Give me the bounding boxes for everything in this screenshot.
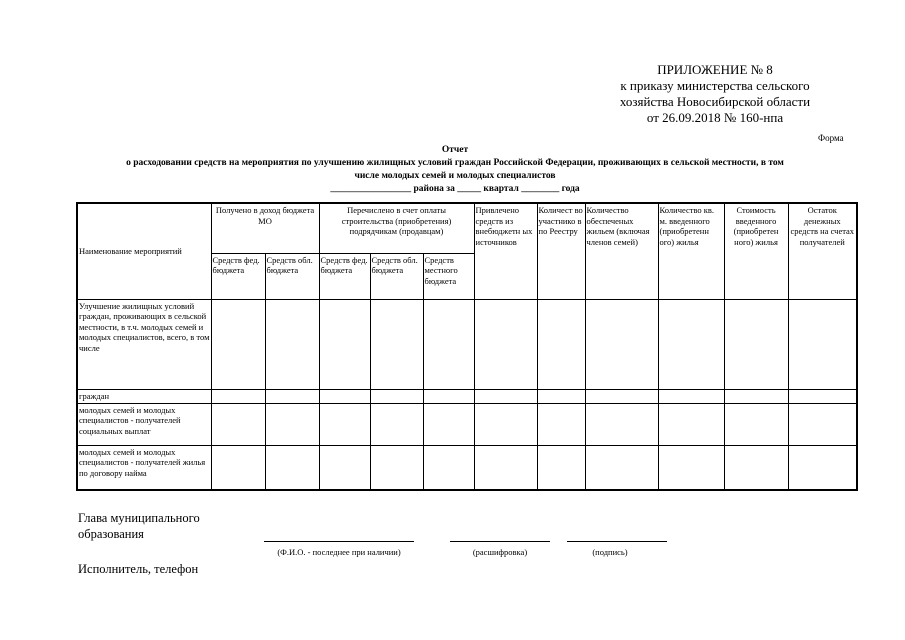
row-label: Улучшение жилищных условий граждан, проживающих в сельской местности, в т.ч. молодых семей и молодых специалистов, всего, в том числе bbox=[77, 299, 211, 389]
appendix-title: ПРИЛОЖЕНИЕ № 8 bbox=[657, 62, 773, 77]
header-sqm: Количество кв. м. введенного (приобретенн ого) жилья bbox=[658, 203, 724, 299]
title-line: _________________ района за _____ квартал ________ года bbox=[330, 184, 580, 194]
header-name: Наименование мероприятий bbox=[77, 203, 211, 299]
table-row bbox=[77, 299, 857, 389]
header-obl1: Средств обл. бюджета bbox=[265, 253, 319, 299]
header-extra: Привлечено средств из внебюджетн ых источников bbox=[474, 203, 537, 299]
title-line: Отчет bbox=[441, 145, 469, 155]
appendix-block bbox=[590, 62, 840, 126]
appendix-line: от 26.09.2018 № 160-нпа bbox=[646, 110, 784, 125]
head-line: Глава муниципального bbox=[78, 511, 200, 525]
header-fed2: Средств фед. бюджета bbox=[319, 253, 370, 299]
fio-caption: (Ф.И.О. - последнее при наличии) bbox=[277, 547, 401, 557]
header-obl2: Средств обл. бюджета bbox=[370, 253, 423, 299]
report-table bbox=[76, 202, 858, 491]
header-fed1: Средств фед. бюджета bbox=[211, 253, 265, 299]
header-provided: Количество обеспеченых жильем (включая членов семей) bbox=[585, 203, 658, 299]
header-paid-group: Перечислено в счет оплаты строительства (приобретения) подрядчикам (продавцам) bbox=[319, 203, 474, 253]
header-cost: Стоимость введенного (приобретен ного) жилья bbox=[724, 203, 788, 299]
decode-caption: (расшифровка) bbox=[472, 547, 528, 557]
row-label: молодых семей и молодых специалистов - получателей жилья по договору найма bbox=[77, 445, 211, 490]
signature-caption: (подпись) bbox=[592, 547, 628, 557]
header-count: Количест во участнико в по Реестру bbox=[537, 203, 585, 299]
header-mo-group: Получено в доход бюджета МО bbox=[211, 203, 319, 253]
report-title bbox=[40, 144, 870, 196]
title-line: числе молодых семей и молодых специалистов bbox=[354, 171, 556, 181]
title-line: о расходовании средств на мероприятия по улучшению жилищных условий граждан Российской Федерации, проживающих в сельской местности, в том bbox=[126, 158, 784, 168]
head-line: образования bbox=[78, 527, 144, 541]
fio-line bbox=[264, 541, 414, 542]
head-label bbox=[78, 510, 200, 542]
header-balance: Остаток денежных средств на счетах получателей bbox=[788, 203, 857, 299]
signature-line bbox=[567, 541, 667, 542]
form-label: Форма bbox=[818, 133, 844, 143]
header-local2: Средств местного бюджета bbox=[423, 253, 474, 299]
table-row bbox=[77, 403, 857, 445]
table-row bbox=[77, 445, 857, 490]
executor-label: Исполнитель, телефон bbox=[78, 562, 199, 576]
decode-line bbox=[450, 541, 550, 542]
appendix-line: к приказу министерства сельского bbox=[620, 78, 810, 93]
row-label: граждан bbox=[77, 389, 211, 403]
table-row bbox=[77, 389, 857, 403]
appendix-line: хозяйства Новосибирской области bbox=[619, 94, 811, 109]
row-label: молодых семей и молодых специалистов - получателей социальных выплат bbox=[77, 403, 211, 445]
